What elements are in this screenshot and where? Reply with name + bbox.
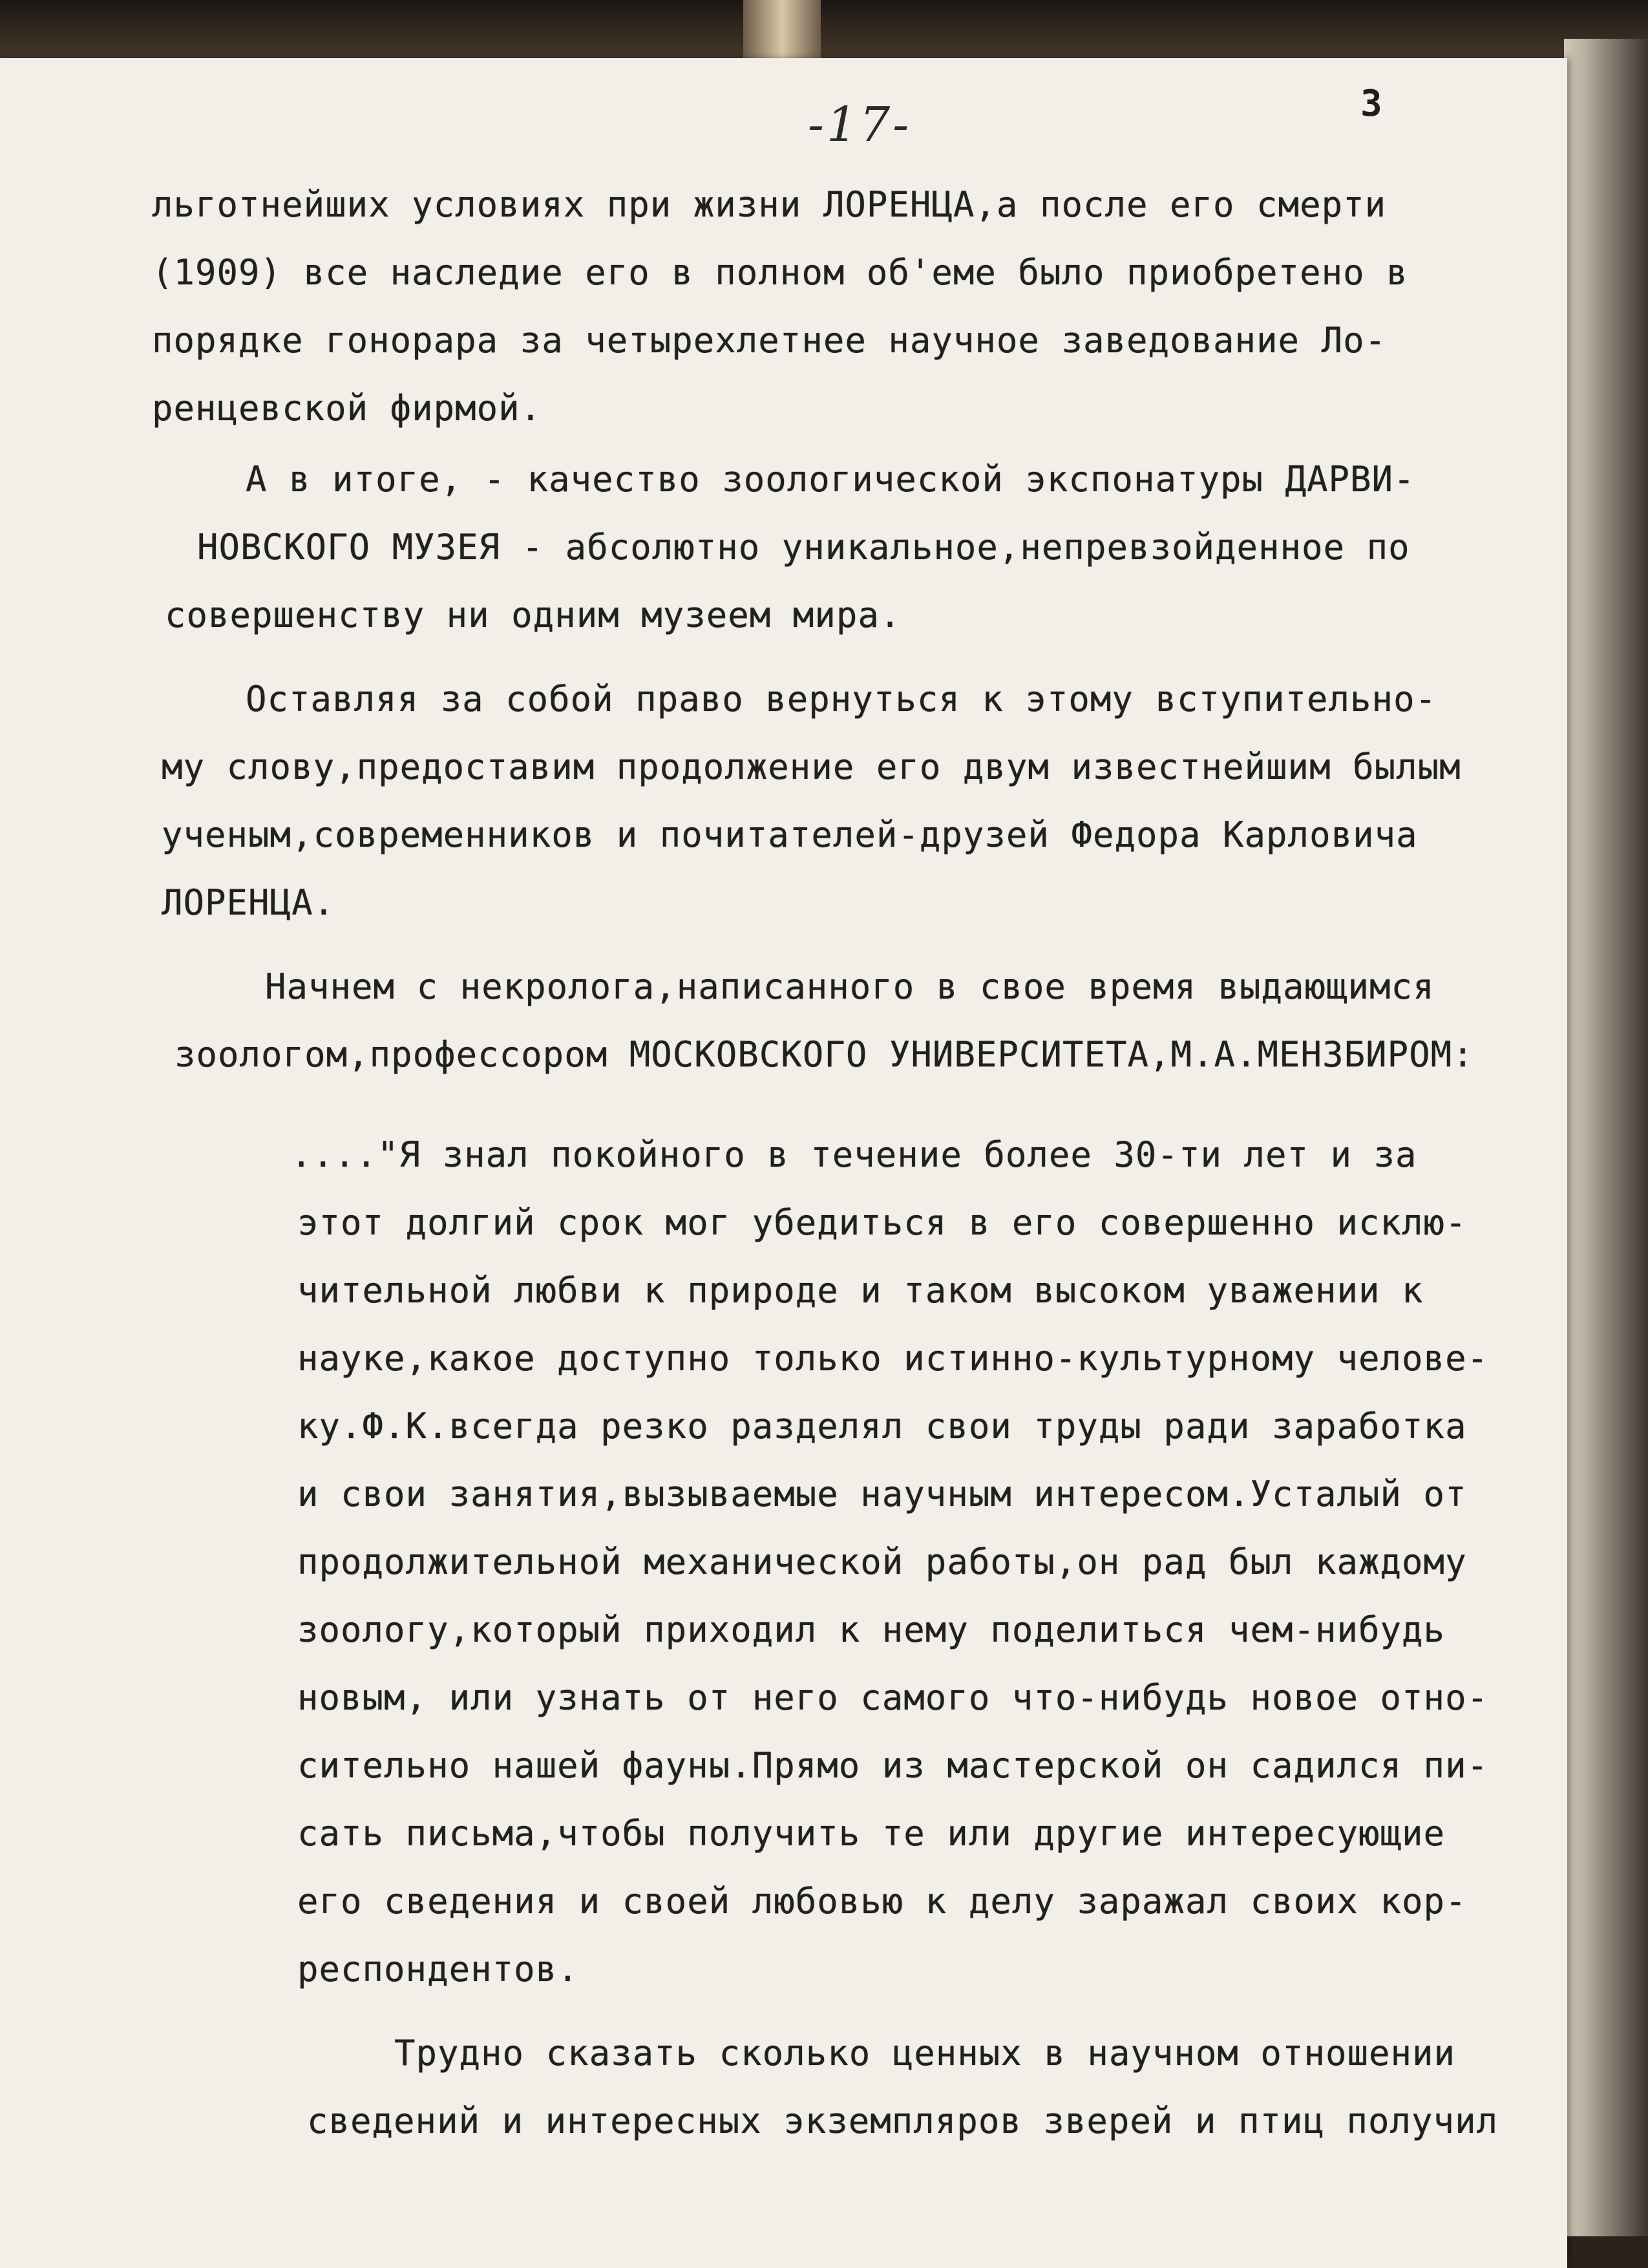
text-line: продолжительной механической работы,он рад был каждому [297,1542,1467,1582]
text-line: НОВСКОГО МУЗЕЯ - абсолютно уникальное,непревзойденное по [197,527,1410,567]
text-line: этот долгий срок мог убедиться в его совершенно исклю- [297,1202,1467,1243]
text-line: зоологу,который приходил к нему поделиться чем-нибудь [297,1609,1446,1650]
document-page [0,58,1567,2268]
page-stack-edge [1564,39,1648,2236]
text-line: му слову,предоставим продолжение его двум известнейшим былым [162,747,1461,787]
text-line: науке,какое доступно только истинно-культурному челове- [297,1338,1489,1379]
text-line: сать письма,чтобы получить те или другие интересующие [297,1813,1446,1854]
text-line: порядке гонорара за четырехлетнее научное заведование Ло- [152,320,1387,361]
text-line: сведений и интересных экземпляров зверей и птиц получил [307,2101,1499,2141]
text-line: ку.Ф.К.всегда резко разделял свои труды ради заработка [297,1406,1467,1447]
text-line: ренцевской фирмой. [152,388,542,429]
text-line: ЛОРЕНЦА. [162,882,335,923]
text-line: его сведения и своей любовью к делу заражал своих кор- [297,1881,1467,1922]
text-line: респондентов. [297,1949,579,1989]
text-line: Начнем с некролога,написанного в свое время выдающимся [265,966,1435,1007]
text-line: чительной любви к природе и таком высоком уважении к [297,1270,1424,1311]
text-line: (1909) все наследие его в полном об'еме было приобретено в [152,252,1408,293]
text-line: Трудно сказать сколько ценных в научном отношении [394,2033,1456,2073]
text-line: совершенству ни одним музеем мира. [165,595,902,635]
page-number: -17- [808,97,912,153]
text-line: зоологом,профессором МОСКОВСКОГО УНИВЕРСИТЕТА,М.А.МЕНЗБИРОМ: [174,1034,1474,1075]
text-line: и свои занятия,вызываемые научным интересом.Усталый от [297,1474,1467,1514]
text-line: сительно нашей фауны.Прямо из мастерской он садился пи- [297,1745,1489,1786]
text-line: льготнейших условиях при жизни ЛОРЕНЦА,а после его смерти [152,184,1387,225]
text-line: Оставляя за собой право вернуться к этому вступительно- [246,679,1437,719]
text-line: ...."Я знал покойного в течение более 30-ти лет и за [291,1134,1417,1175]
text-line: новым, или узнать от него самого что-нибудь новое отно- [297,1677,1489,1718]
folio-number: 3 [1360,83,1382,125]
text-line: А в итоге, - качество зоологической экспонатуры ДАРВИ- [246,459,1415,500]
scanner-light-strip [743,0,821,58]
text-line: ученым,современников и почитателей-друзей Федора Карловича [162,814,1418,855]
